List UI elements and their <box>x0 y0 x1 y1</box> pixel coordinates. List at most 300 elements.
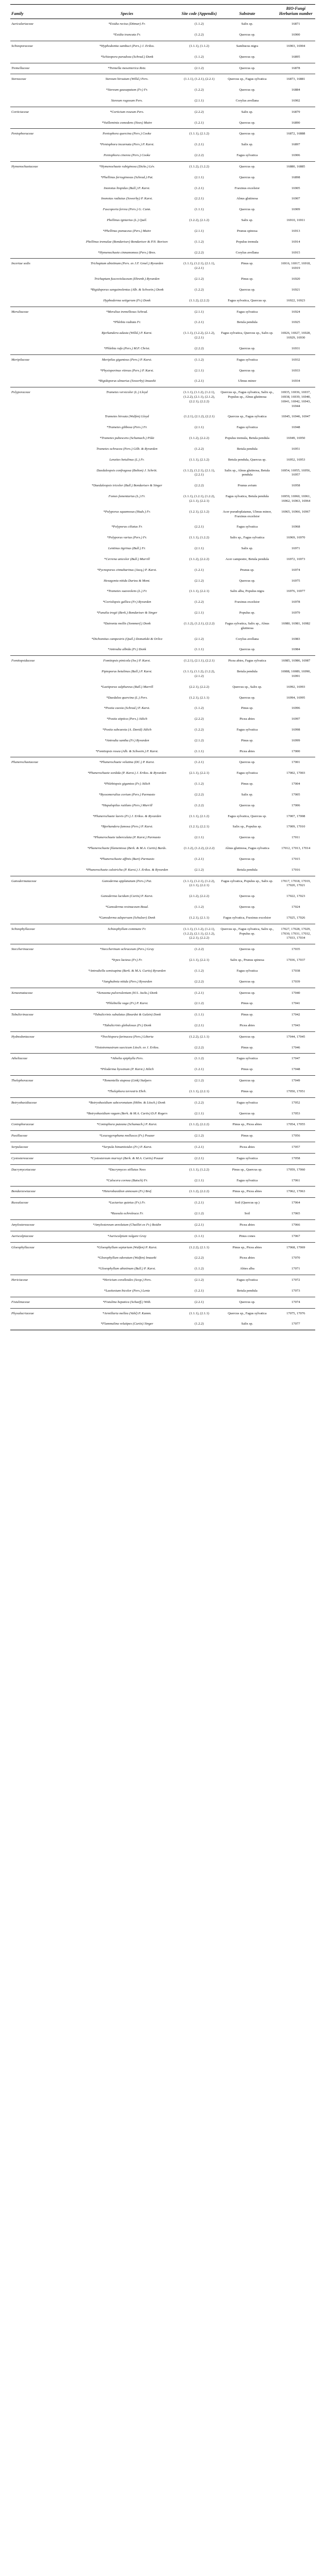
species-cell: *Exidia recisa (Ditmar) Fr. <box>74 19 181 30</box>
substrate-cell: Fagus sylvatica <box>218 1153 276 1164</box>
site-code-cell: (1.1.1), (1.1.2), (1.2.1), (1.2.2), (2.1.1), (2.1.2), (2.2.1), (2.2.2) <box>180 924 218 944</box>
family-cell <box>10 422 74 433</box>
species-cell: *Athelia epiphylla Pers. <box>74 1054 181 1064</box>
family-cell: Serpulaceae <box>10 1142 74 1154</box>
family-cell: Gloeophyllaceae <box>10 1242 74 1253</box>
table-row <box>10 998 315 1009</box>
species-cell: *Ganoderma resinaceum Boud. <box>105 905 149 909</box>
species-cell: *Coriolopsis gallica (Fr.) Ryvarden <box>102 600 151 604</box>
site-code-cell: (1.2.1) <box>194 379 204 383</box>
table-row <box>10 843 315 854</box>
herbarium-number-cell: 17058 <box>277 1153 316 1164</box>
family-cell <box>10 328 74 344</box>
site-code-cell: (2.1.2) <box>180 1275 218 1286</box>
col-species-header: Species <box>74 5 181 19</box>
family-cell <box>10 1209 74 1219</box>
site-code-cell: (1.2.1) <box>194 121 204 125</box>
table-row <box>10 955 315 966</box>
substrate-cell: Quercus sp. <box>239 1111 255 1115</box>
substrate-cell: Picea abies <box>240 1256 255 1260</box>
site-code-cell: (1.1.1), (1.2.2), (2.1.2), (2.2.1) <box>183 331 215 340</box>
substrate-cell: Quercus sp. <box>239 175 255 179</box>
table-row <box>10 833 315 843</box>
herbarium-number-cell: 16958 <box>292 484 300 488</box>
family-cell <box>10 455 74 466</box>
table-row <box>10 344 315 354</box>
family-cell: Steccherinaceae <box>10 944 74 955</box>
substrate-cell: Quercus sp. <box>239 208 255 212</box>
species-cell: *Funalia trogii (Berk.) Bondartsev & Singer <box>96 611 158 615</box>
family-cell <box>10 645 74 655</box>
site-code-cell: (2.2.1) <box>180 1219 218 1231</box>
table-row <box>10 1275 315 1286</box>
family-cell: Corticiaceae <box>10 107 74 117</box>
site-code-cell: (2.1.2) <box>180 1076 218 1087</box>
table-row <box>10 96 315 107</box>
table-row <box>10 492 315 507</box>
site-code-cell: (1.1.2), (2.2.2) <box>189 436 209 440</box>
family-cell <box>10 444 74 455</box>
species-cell: *Gloeophyllum sepiarium (Wulfen) P. Karst. <box>74 1242 181 1253</box>
herbarium-number-cell: 16915 <box>292 250 300 255</box>
substrate-cell: Fraxinus excelsior <box>234 186 260 190</box>
herbarium-number-cell: 16914 <box>292 240 300 244</box>
substrate-cell: Salix sp., Prunus spinosa <box>230 958 264 962</box>
herbarium-number-cell: 17057 <box>277 1142 316 1154</box>
site-code-cell: (2.1.1) <box>180 307 218 317</box>
species-cell: *Antrodiella semisupina (Berk. & M.A. Curtis) Ryvarden <box>88 969 166 973</box>
family-cell <box>10 205 74 215</box>
site-code-cell: (1.1.1), (1.2.2) <box>180 1164 218 1175</box>
herbarium-number-cell: 17068, 17069 <box>277 1242 316 1253</box>
site-code-cell: (1.1.2) <box>194 55 204 59</box>
species-cell: *Phanerochaete filamentosa (Berk. & M.A. Curtis) Burds. <box>87 846 167 851</box>
herbarium-number-cell: 16972, 16973 <box>286 557 305 561</box>
substrate-cell: Betula pendula <box>237 447 258 451</box>
species-cell: *Vuilleminia comedens (Nees) Maire <box>101 121 152 125</box>
site-code-cell: (1.1.2) <box>180 19 218 30</box>
herbarium-number-cell: 16890 <box>292 121 300 125</box>
substrate-cell: Pinus sp. <box>241 738 253 742</box>
family-cell <box>10 173 74 183</box>
table-row <box>10 140 315 150</box>
site-code-cell: (2.2.2) <box>180 107 218 117</box>
herbarium-number-cell: 17025, 17026 <box>286 916 305 920</box>
table-row <box>10 455 315 466</box>
fungi-table <box>10 4 315 1330</box>
table-row <box>10 1076 315 1087</box>
herbarium-number-cell: 16897 <box>292 143 300 147</box>
species-cell: *Hericium coralloides (Scop.) Pers. <box>74 1275 181 1286</box>
family-cell <box>10 597 74 608</box>
species-cell: *Rigidoporus sanguinolentus (Alb. & Schwein.) Donk <box>90 287 164 292</box>
herbarium-number-cell: 16932 <box>277 354 316 365</box>
table-row <box>10 656 315 667</box>
table-row <box>10 150 315 161</box>
species-cell: *Auriscalpium vulgare Gray <box>74 1231 181 1242</box>
herbarium-number-cell: 16916, 16917, 16918, 16919 <box>277 259 316 274</box>
table-body <box>10 19 315 1330</box>
family-cell <box>10 854 74 865</box>
table-row <box>10 274 315 285</box>
substrate-cell: Picea abies <box>240 1024 255 1027</box>
substrate-cell: Betula pendula <box>237 1289 258 1293</box>
table-row <box>10 1308 315 1319</box>
table-row <box>10 645 315 655</box>
family-cell <box>10 433 74 444</box>
species-cell: *Trametes suaveolens (L.) Fr. <box>107 589 147 594</box>
substrate-cell: Corylus avellana <box>235 250 259 255</box>
table-row <box>10 444 315 455</box>
species-cell: Schizophyllum commune Fr. <box>74 924 181 944</box>
site-code-cell: (1.2.1), (2.1.1) <box>189 696 209 700</box>
species-cell: *Pycnoporus cinnabarinus (Jacq.) P. Karst. <box>97 568 157 572</box>
species-cell: *Trametes pubescens (Schumach.) Pilát <box>99 436 155 440</box>
herbarium-number-cell: 16873, 16881 <box>277 74 316 85</box>
family-cell: Physalacriaceae <box>10 1308 74 1319</box>
herbarium-number-cell: 17044, 17045 <box>277 1031 316 1042</box>
site-code-cell: (1.2.2) <box>194 803 204 807</box>
substrate-cell: Salix sp. <box>241 792 253 796</box>
family-cell: Dacrymycetaceae <box>10 1164 74 1175</box>
family-cell <box>10 140 74 150</box>
site-code-cell: (1.1.2) <box>194 706 204 710</box>
herbarium-number-cell: 16880, 16885 <box>277 161 316 172</box>
herbarium-number-cell: 17012, 17013, 17014 <box>281 846 311 851</box>
family-cell <box>10 1109 74 1120</box>
herbarium-number-cell: 16879 <box>277 107 316 117</box>
family-cell: Hymenochaetaceae <box>10 161 74 172</box>
substrate-cell: Quercus sp. <box>239 905 255 909</box>
site-code-cell: (2.2.2) <box>194 792 204 796</box>
substrate-cell: Picea abies <box>218 1219 276 1231</box>
family-cell <box>10 725 74 736</box>
herbarium-number-cell: 16910, 16911 <box>286 218 305 223</box>
table-row <box>10 554 315 565</box>
species-cell: *Cystostereum murrayi (Berk. & M.A. Curtis) Pouzar <box>74 1153 181 1164</box>
table-row <box>10 366 315 377</box>
herbarium-number-cell: 16878 <box>277 63 316 74</box>
table-row <box>10 1097 315 1108</box>
substrate-cell: Quercus sp. <box>239 648 255 652</box>
substrate-cell: Salix sp., Fagus sylvatica <box>230 536 265 540</box>
site-code-cell: (1.1.2), (2.2.2) <box>180 1187 218 1198</box>
substrate-cell: Fagus sylvatica <box>236 727 258 732</box>
species-cell: Fomes fomentarius (L.) Fr. <box>108 495 146 499</box>
substrate-cell: Quercus sp. <box>239 696 255 700</box>
family-cell: Tremellaceae <box>10 63 74 74</box>
family-cell: Bondarzewiaceae <box>10 1187 74 1198</box>
species-cell: *Sistotremastrum suecicum Litsch. ex J. Erikss. <box>94 1045 160 1049</box>
substrate-cell: Fagus sylvatica, Quercus sp. <box>228 298 267 302</box>
site-code-cell: (2.1.2), (2.2.2) <box>189 894 209 899</box>
table-row <box>10 215 315 226</box>
table-row <box>10 576 315 587</box>
family-cell <box>10 634 74 645</box>
substrate-cell: Pinus cones <box>218 1231 276 1242</box>
substrate-cell: Salix sp. <box>218 19 276 30</box>
table-row <box>10 387 315 412</box>
species-cell: *Amylostereum areolatum (Chaillet ex Fr.) Boidin <box>74 1219 181 1231</box>
substrate-cell: Fagus sylvatica <box>236 969 258 973</box>
species-cell: *Phanerochaete velutina (DC.) P. Karst. <box>74 757 181 768</box>
herbarium-number-cell: 17007, 17008 <box>286 814 305 818</box>
table-row <box>10 714 315 725</box>
site-code-cell: (1.2.1) <box>194 857 204 861</box>
family-cell <box>10 226 74 237</box>
species-cell: *Tremella mesenterica Retz. <box>74 63 181 74</box>
site-code-cell: (1.2.1), (2.1.2) <box>189 510 209 514</box>
table-row <box>10 74 315 85</box>
herbarium-number-cell: 17042 <box>277 1010 316 1021</box>
species-cell: *Flammulina velutipes (Curtis) Singer <box>74 1319 181 1330</box>
herbarium-number-cell: 17075, 17076 <box>277 1308 316 1319</box>
substrate-cell: Fraxinus excelsior <box>234 600 260 604</box>
substrate-cell: Corylus avellana <box>235 637 259 641</box>
site-code-cell: (1.1.1), (2.2.1) <box>189 589 209 594</box>
herbarium-number-cell: 16997 <box>292 717 300 721</box>
site-code-cell: (1.1.1), (1.1.2), (1.2.1), (1.2.2), (2.1.1), (2.1.2), (2.2.1), (2.2.2) <box>180 387 218 412</box>
substrate-cell: Fagus sylvatica <box>218 1097 276 1108</box>
substrate-cell: Alnus glutinosa <box>236 197 258 201</box>
substrate-cell: Quercus sp. <box>218 129 276 140</box>
herbarium-number-cell: 16921 <box>292 287 300 292</box>
substrate-cell: Picea abies <box>218 1142 276 1154</box>
site-code-cell: (1.1.1), (1.2.1), (1.2.2), (2.1.1), (2.2.1) <box>180 876 218 891</box>
substrate-cell: Pinus sp. <box>241 782 253 786</box>
family-cell <box>10 576 74 587</box>
substrate-cell: Quercus sp., Fagus sylvatica <box>228 415 267 419</box>
site-code-cell: (1.1.2) <box>180 1054 218 1064</box>
site-code-cell: (1.2.1) <box>180 988 218 998</box>
family-cell: Ganodermataceae <box>10 876 74 891</box>
substrate-cell: Fagus sylvatica <box>236 154 258 158</box>
table-row <box>10 466 315 481</box>
site-code-cell: (1.1.1) <box>194 648 204 652</box>
table-row <box>10 433 315 444</box>
species-cell: *Schizopora paradoxa (Schrad.) Donk <box>100 55 153 59</box>
site-code-cell: (2.1.1), (2.2.1) <box>189 958 209 962</box>
table-row <box>10 1064 315 1075</box>
substrate-cell: Quercus sp. <box>239 894 255 899</box>
table-row <box>10 619 315 634</box>
species-cell: *Datronia mollis (Sommerf.) Donk <box>103 621 151 625</box>
herbarium-number-cell: 16983 <box>292 637 300 641</box>
table-row <box>10 481 315 492</box>
table-row <box>10 876 315 891</box>
table-row <box>10 966 315 977</box>
table-row <box>10 565 315 576</box>
substrate-cell: Picea abies, Fagus sylvatica <box>218 656 276 667</box>
table-row <box>10 194 315 205</box>
substrate-cell: Quercus sp. <box>239 346 255 350</box>
family-cell <box>10 1021 74 1031</box>
species-cell: *Botryobasidium subcoronatum (Höhn. & Litsch.) Donk <box>74 1097 181 1108</box>
site-code-cell: (1.1.2), (1.2.1), (2.2.2) <box>184 621 215 625</box>
herbarium-number-cell: 17001 <box>277 757 316 768</box>
species-cell: Trichaptum abietinum (Pers. ex J.F. Gmel.) Ryvarden <box>74 259 181 274</box>
substrate-cell: Pinus sp. <box>241 1067 253 1072</box>
table-row <box>10 1187 315 1198</box>
species-cell: *Xenasma pulverulentum (H.S. Jacks.) Donk <box>74 988 181 998</box>
herbarium-number-cell: 16898 <box>292 175 300 179</box>
species-cell: *Gloeophyllum odoratum (Wulfen) Imazeki <box>97 1256 157 1260</box>
substrate-cell: Fagus sylvatica <box>236 771 258 775</box>
family-cell: Xenasmataceae <box>10 988 74 998</box>
family-cell <box>10 682 74 693</box>
substrate-cell: Fagus sylvatica <box>218 307 276 317</box>
substrate-cell: Quercus sp. <box>239 979 255 984</box>
family-cell <box>10 481 74 492</box>
herbarium-number-cell: 17046 <box>292 1045 300 1049</box>
species-cell: *Trechispora farinacea (Pers.) Liberta <box>74 1031 181 1042</box>
herbarium-number-cell: 16895 <box>292 55 300 59</box>
family-cell <box>10 977 74 988</box>
herbarium-number-cell: 16913 <box>292 229 300 233</box>
herbarium-number-cell: 17050, 17051 <box>286 1089 305 1093</box>
family-cell <box>10 714 74 725</box>
species-cell: Meripilus giganteus (Pers.) P. Karst. <box>74 354 181 365</box>
species-cell: Stereum hirsutum (Willd.) Pers. <box>74 74 181 85</box>
substrate-cell: Salix sp., Populus sp. <box>232 825 262 829</box>
site-code-cell: (1.2.1) <box>180 1142 218 1154</box>
family-cell <box>10 344 74 354</box>
species-cell: Phellinus tremulae (Bondartsev) Bondartsev & P.N. Borisov <box>85 240 168 244</box>
table-row <box>10 1031 315 1042</box>
site-code-cell: (1.2.2) <box>180 1097 218 1108</box>
site-code-cell: (1.2.1) <box>194 186 204 190</box>
species-cell: *Polyporus varius (Pers.) Fr. <box>107 536 147 540</box>
table-row <box>10 1209 315 1219</box>
table-row <box>10 226 315 237</box>
site-code-cell: (2.1.1) <box>194 175 204 179</box>
substrate-cell: Pinus sp. <box>218 1131 276 1142</box>
species-cell: *Dacrymyces stillatus Nees <box>74 1164 181 1175</box>
substrate-cell: Quercus sp., Fagus sylvatica, Salix sp., Populus sp., Alnus glutinosa <box>218 387 276 412</box>
family-cell: Meruliaceae <box>10 307 74 317</box>
table-row <box>10 183 315 194</box>
species-cell: *Phellinus pomaceus (Pers.) Maire <box>102 229 151 233</box>
site-code-cell: (1.1.2), (1.2.1), (2.1.1), (2.2.1) <box>183 468 215 477</box>
family-cell <box>10 554 74 565</box>
substrate-cell: Abies alba <box>240 1267 254 1271</box>
site-code-cell: (1.1.2), (2.2.2) <box>189 298 209 302</box>
substrate-cell: Quercus sp. <box>239 803 255 807</box>
family-cell <box>10 412 74 422</box>
table-row <box>10 52 315 63</box>
table-row <box>10 19 315 30</box>
herbarium-number-cell: 16903, 16904 <box>277 41 316 52</box>
species-cell: *Phlebiella vaga (Fr.) P. Karst. <box>105 1002 148 1006</box>
site-code-cell: (2.2.2) <box>194 484 204 488</box>
species-cell: *Phlebiopsis gigantea (Fr.) Jülich <box>104 782 150 786</box>
substrate-cell: Quercus sp. <box>239 121 255 125</box>
family-cell: Auriculariaceae <box>10 19 74 30</box>
table-row <box>10 544 315 554</box>
herbarium-number-cell: 17064 <box>277 1198 316 1209</box>
species-cell: Trichaptum fuscoviolaceum (Ehrenb.) Ryvarden <box>94 277 160 281</box>
table-row <box>10 259 315 274</box>
table-row <box>10 944 315 955</box>
site-code-cell: (1.2.1) <box>194 143 204 147</box>
table-row <box>10 667 315 682</box>
table-row <box>10 1142 315 1154</box>
herbarium-number-cell: 16971 <box>292 547 300 551</box>
family-cell <box>10 544 74 554</box>
herbarium-number-cell: 16965, 16966, 16967 <box>281 510 311 514</box>
family-cell: Schizophyllaceae <box>10 924 74 944</box>
table-row <box>10 1264 315 1275</box>
table-row <box>10 757 315 768</box>
herbarium-number-cell: 16999 <box>292 738 300 742</box>
herbarium-number-cell: 16998 <box>292 727 300 732</box>
substrate-cell: Fagus sylvatica <box>218 1275 276 1286</box>
family-cell <box>10 1264 74 1275</box>
substrate-cell: Quercus sp. <box>239 579 255 583</box>
table-row <box>10 736 315 747</box>
site-code-cell: (1.1.2) <box>194 782 204 786</box>
family-cell: Hydnodontaceae <box>10 1031 74 1042</box>
herbarium-number-cell: 17009, 17010 <box>286 825 305 829</box>
species-cell: Piptoporus betulinus (Bull.) P. Karst. <box>101 670 152 674</box>
table-row <box>10 597 315 608</box>
species-cell: Ganoderma lucidum (Curtis) P. Karst. <box>100 894 153 899</box>
species-cell: *Bjerkandera fumosa (Pers.) P. Karst. <box>100 825 153 829</box>
species-cell: *Fomitopsis rosea (Alb. & Schwein.) P. Karst. <box>95 749 159 753</box>
herbarium-number-cell: 17038 <box>292 969 300 973</box>
table-row <box>10 865 315 876</box>
species-cell: Trametes hirsuta (Wulfen) Lloyd <box>105 415 149 419</box>
site-code-cell: (1.1.1), (2.2.1) <box>189 1089 209 1093</box>
site-code-cell: (1.2.2) <box>194 727 204 732</box>
site-code-cell: (1.1.1), (2.1.2) <box>189 814 209 818</box>
substrate-cell: Fagus sylvatica, Fraxinus excelsior <box>223 916 271 920</box>
table-row <box>10 693 315 704</box>
family-cell <box>10 747 74 757</box>
family-cell: Polyporaceae <box>10 387 74 412</box>
site-code-cell: (1.1.1), (1.2.1), (2.2.1) <box>180 74 218 85</box>
family-cell <box>10 693 74 704</box>
species-cell: Phellinus igniarius (L.) Quél. <box>107 218 147 223</box>
table-row <box>10 768 315 779</box>
table-row <box>10 1198 315 1209</box>
substrate-cell: Acer pseudoplatanus, Ulmus minor, Fraxinus excelsior <box>223 510 272 518</box>
table-row <box>10 1054 315 1064</box>
herbarium-number-cell: 16974 <box>292 568 300 572</box>
species-cell: Ganoderma applanatum (Pers.) Pat. <box>74 876 181 891</box>
substrate-cell: Pinus sp. <box>241 1002 253 1006</box>
family-cell: Fomitopsidaceae <box>10 656 74 667</box>
family-cell <box>10 285 74 296</box>
table-row <box>10 891 315 902</box>
substrate-cell: Pinus sp. <box>218 259 276 274</box>
substrate-cell: Quercus sp. <box>239 55 255 59</box>
herbarium-number-cell: 17056 <box>277 1131 316 1142</box>
herbarium-number-cell: 17017, 17018, 17019, 17020, 17021 <box>277 876 316 891</box>
family-cell <box>10 843 74 854</box>
table-row <box>10 747 315 757</box>
herbarium-number-cell: 16945, 16946, 16947 <box>281 415 311 419</box>
site-code-cell: (2.1.1) <box>194 1111 204 1115</box>
table-row <box>10 328 315 344</box>
site-code-cell: (2.2.2) <box>194 154 204 158</box>
species-cell: *Dichomitus campestris (Quél.) Domański & Orlicz <box>91 637 163 641</box>
substrate-cell: Quercus sp. <box>239 33 255 37</box>
family-cell <box>10 801 74 811</box>
site-code-cell: (2.1.1) <box>194 1178 204 1182</box>
herbarium-number-cell: 16985, 16986, 16987 <box>277 656 316 667</box>
site-code-cell: (2.2.1), (2.2.2) <box>189 685 209 689</box>
